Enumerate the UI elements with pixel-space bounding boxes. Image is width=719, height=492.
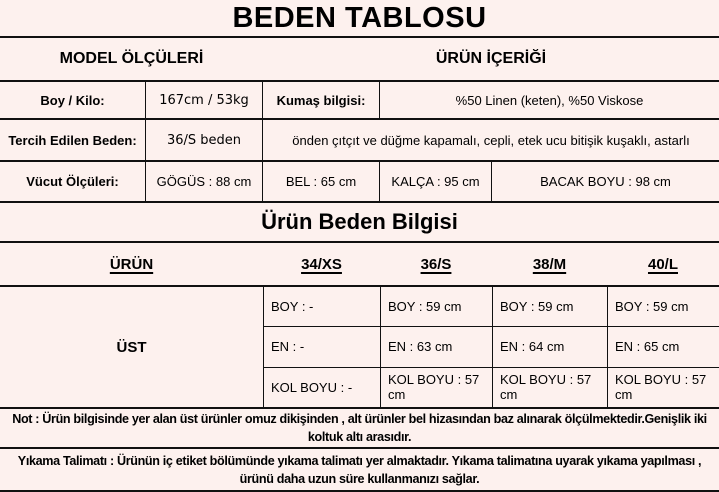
washing-note-row <box>0 449 719 492</box>
boy-40l: BOY : 59 cm <box>607 287 719 326</box>
bacak-boyu-value: BACAK BOYU : 98 cm <box>540 174 671 189</box>
kalca-value: KALÇA : 95 cm <box>380 162 492 201</box>
boy-kilo-label: Boy / Kilo: <box>0 82 146 118</box>
kol-boyu-38m: KOL BOYU : 57 cm <box>492 368 607 407</box>
kol-boyu-36s: KOL BOYU : 57 cm <box>380 368 492 407</box>
title-row <box>0 0 719 38</box>
size-table-header <box>0 243 719 287</box>
col-header-urun: ÜRÜN <box>109 255 154 273</box>
product-name-ust: ÜST <box>116 338 147 356</box>
section-header-row <box>0 38 719 82</box>
col-header-36s: 36/S <box>420 255 452 273</box>
boy-34xs: BOY : - <box>263 287 380 326</box>
tercih-beden-value: 36/S beden <box>146 120 263 160</box>
gogus-value: GÖGÜS : 88 cm <box>146 162 263 201</box>
size-section-title: Ürün Beden Bilgisi <box>261 209 458 234</box>
measurement-note-row <box>0 409 719 449</box>
en-34xs: EN : - <box>263 327 380 366</box>
row-boy-kilo <box>0 82 719 120</box>
size-values-grid <box>263 287 719 407</box>
tercih-beden-label: Tercih Edilen Beden: <box>0 120 146 160</box>
table-row-en <box>263 327 719 367</box>
col-header-38m: 38/M <box>532 255 567 273</box>
urun-ozellik-value: önden çıtçıt ve düğme kapamalı, cepli, etek ucu bitişik kuşaklı, astarlı <box>292 132 690 148</box>
row-vucut-olculeri <box>0 162 719 203</box>
kumas-bilgisi-value: %50 Linen (keten), %50 Viskose <box>455 92 644 108</box>
boy-kilo-value: 167cm / 53kg <box>146 82 263 118</box>
table-row-boy <box>263 287 719 327</box>
boy-38m: BOY : 59 cm <box>492 287 607 326</box>
col-header-40l: 40/L <box>647 255 678 273</box>
washing-instructions-note: Yıkama Talimatı : Ürünün iç etiket bölümünde yıkama talimatı yer almaktadır. Yıkama talimatına uyarak yıkama yapılması , ürünü daha uzun süre kullanmanızı sağlar. <box>17 453 702 486</box>
kol-boyu-34xs: KOL BOYU : - <box>263 368 380 407</box>
page-title: BEDEN TABLOSU <box>232 1 487 34</box>
measurement-note: Not : Ürün bilgisinde yer alan üst ürünler omuz dikişinden , alt ürünler bel hizasından baz alınarak ölçülmektedir.Genişlik iki koltuk altı arasıdır. <box>12 412 707 444</box>
en-38m: EN : 64 cm <box>492 327 607 366</box>
bel-value: BEL : 65 cm <box>263 162 380 201</box>
table-row-kol-boyu <box>263 368 719 407</box>
row-tercih-beden <box>0 120 719 162</box>
size-table-body <box>0 287 719 409</box>
vucut-olculeri-label: Vücut Ölçüleri: <box>0 162 146 201</box>
urun-icerigi-header: ÜRÜN İÇERİĞİ <box>435 50 547 67</box>
model-olculeri-header: MODEL ÖLÇÜLERİ <box>59 50 204 67</box>
en-40l: EN : 65 cm <box>607 327 719 366</box>
kumas-bilgisi-label: Kumaş bilgisi: <box>263 82 380 118</box>
col-header-34xs: 34/XS <box>301 255 342 273</box>
boy-36s: BOY : 59 cm <box>380 287 492 326</box>
size-section-title-row <box>0 203 719 243</box>
kol-boyu-40l: KOL BOYU : 57 cm <box>607 368 719 407</box>
en-36s: EN : 63 cm <box>380 327 492 366</box>
